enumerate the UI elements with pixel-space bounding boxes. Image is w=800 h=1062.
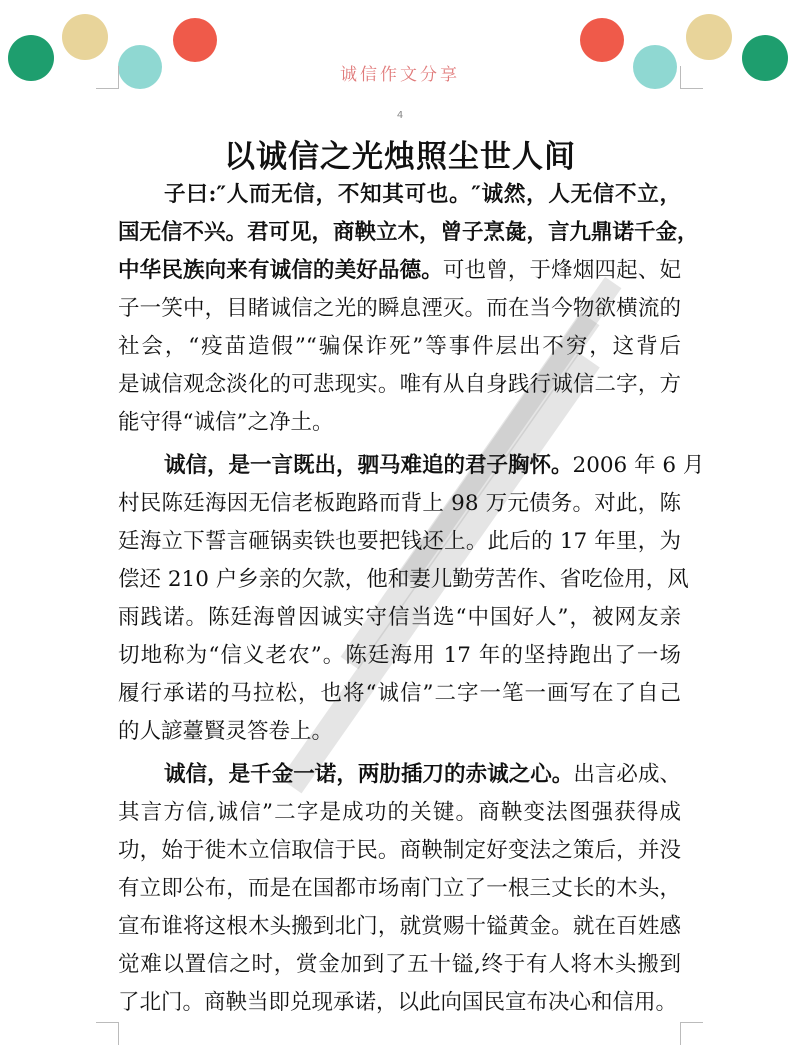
text-line: [118, 946, 681, 984]
body-text: 有立即公布，而是在国都市场南门立了一根三丈长的木头，: [118, 876, 681, 901]
text-line: [118, 637, 681, 675]
paragraph: [118, 176, 699, 442]
document-body: [118, 176, 705, 1027]
body-text: 2006 年 6 月: [572, 453, 705, 478]
text-line: [118, 599, 681, 637]
body-text: 是诚信观念淡化的可悲现实。唯有从自身践行诚信二字，方: [118, 372, 681, 397]
crop-mark-bottom-right: [680, 1022, 703, 1045]
ornament-santa-right: [580, 18, 624, 62]
text-line: [118, 794, 681, 832]
body-text: 的人諺薹賢灵答卷上。: [118, 719, 334, 744]
body-text: 廷海立下誓言砸锅卖铁也要把钱还上。此后的 17 年里，为: [118, 529, 681, 554]
body-text: 功，始于徙木立信取信于民。商鞅制定好变法之策后，并没: [118, 838, 681, 863]
ornament-santa-left: [173, 18, 217, 62]
body-text: 可也曾，于烽烟四起、妃: [442, 258, 681, 283]
text-line: [118, 832, 681, 870]
body-text: 切地称为“信义老农”。陈廷海用 17 年的坚持跑出了一场: [118, 643, 681, 668]
body-text: 履行承诺的马拉松，也将“诚信”二字一笔一画写在了自己: [118, 681, 681, 706]
bold-text: 诚信，是一言既出，驷马难追的君子胸怀。: [164, 453, 573, 478]
body-text: 社会，“疫苗造假”“骗保诈死”等事件层出不穷，这背后: [118, 334, 681, 359]
bold-text: 诚信，是千金一诺，两肋插刀的赤诚之心。: [164, 762, 574, 787]
body-text: 子一笑中，目睹诚信之光的瞬息湮灭。而在当今物欲横流的: [118, 296, 681, 321]
body-text: 偿还 210 户乡亲的欠款，他和妻儿勤劳苦作、省吃俭用，风: [118, 567, 689, 592]
body-text: 了北门。商鞅当即兑现承诺，以此向国民宣布决心和信用。: [118, 990, 678, 1015]
text-line: [118, 675, 681, 713]
text-line: [118, 756, 681, 794]
text-line: [118, 908, 681, 946]
text-line: [118, 214, 699, 252]
bold-text: 国无信不兴。君可见，商鞅立木，曾子烹彘，言九鼎诺千金，: [118, 220, 699, 245]
body-text: 觉难以置信之时，赏金加到了五十镒,终于有人将木头搬到: [118, 952, 681, 977]
body-text: 出言必成、: [573, 762, 681, 787]
body-text: 雨践诺。陈廷海曾因诚实守信当选“中国好人”，被网友亲: [118, 605, 681, 630]
body-text: 村民陈廷海因无信老板跑路而背上 98 万元债务。对此，陈: [118, 491, 681, 516]
paragraph: [118, 756, 681, 1022]
text-line: [118, 561, 689, 599]
crop-mark-bottom-left: [96, 1022, 119, 1045]
page-number: 4: [396, 110, 404, 121]
body-text: 宣布谁将这根木头搬到北门，就赏赐十镒黄金。就在百姓感: [118, 914, 681, 939]
bold-text: 子曰:″人而无信，不知其可也。″诚然，人无信不立，: [164, 182, 681, 207]
text-line: [118, 984, 681, 1022]
text-line: [118, 870, 681, 908]
paragraph: [118, 447, 705, 751]
page-header: 诚信作文分享: [340, 65, 460, 85]
body-text: 其言方信,诚信”二字是成功的关键。商鞅变法图强获得成: [118, 800, 681, 825]
document-title: 以诚信之光烛照尘世人间: [224, 139, 576, 175]
text-line: [118, 176, 681, 214]
bold-text: 中华民族向来有诚信的美好品德。: [118, 258, 443, 283]
text-line: [118, 713, 681, 751]
ornament-reindeer-left: [62, 14, 108, 60]
ornament-reindeer-right: [686, 14, 732, 60]
text-line: [118, 485, 681, 523]
text-line: [118, 290, 681, 328]
text-line: [118, 523, 681, 561]
text-line: [118, 366, 681, 404]
text-line: [118, 252, 681, 290]
text-line: [118, 328, 681, 366]
body-text: 能守得“诚信”之净土。: [118, 410, 334, 435]
text-line: [118, 404, 681, 442]
text-line: [118, 447, 705, 485]
